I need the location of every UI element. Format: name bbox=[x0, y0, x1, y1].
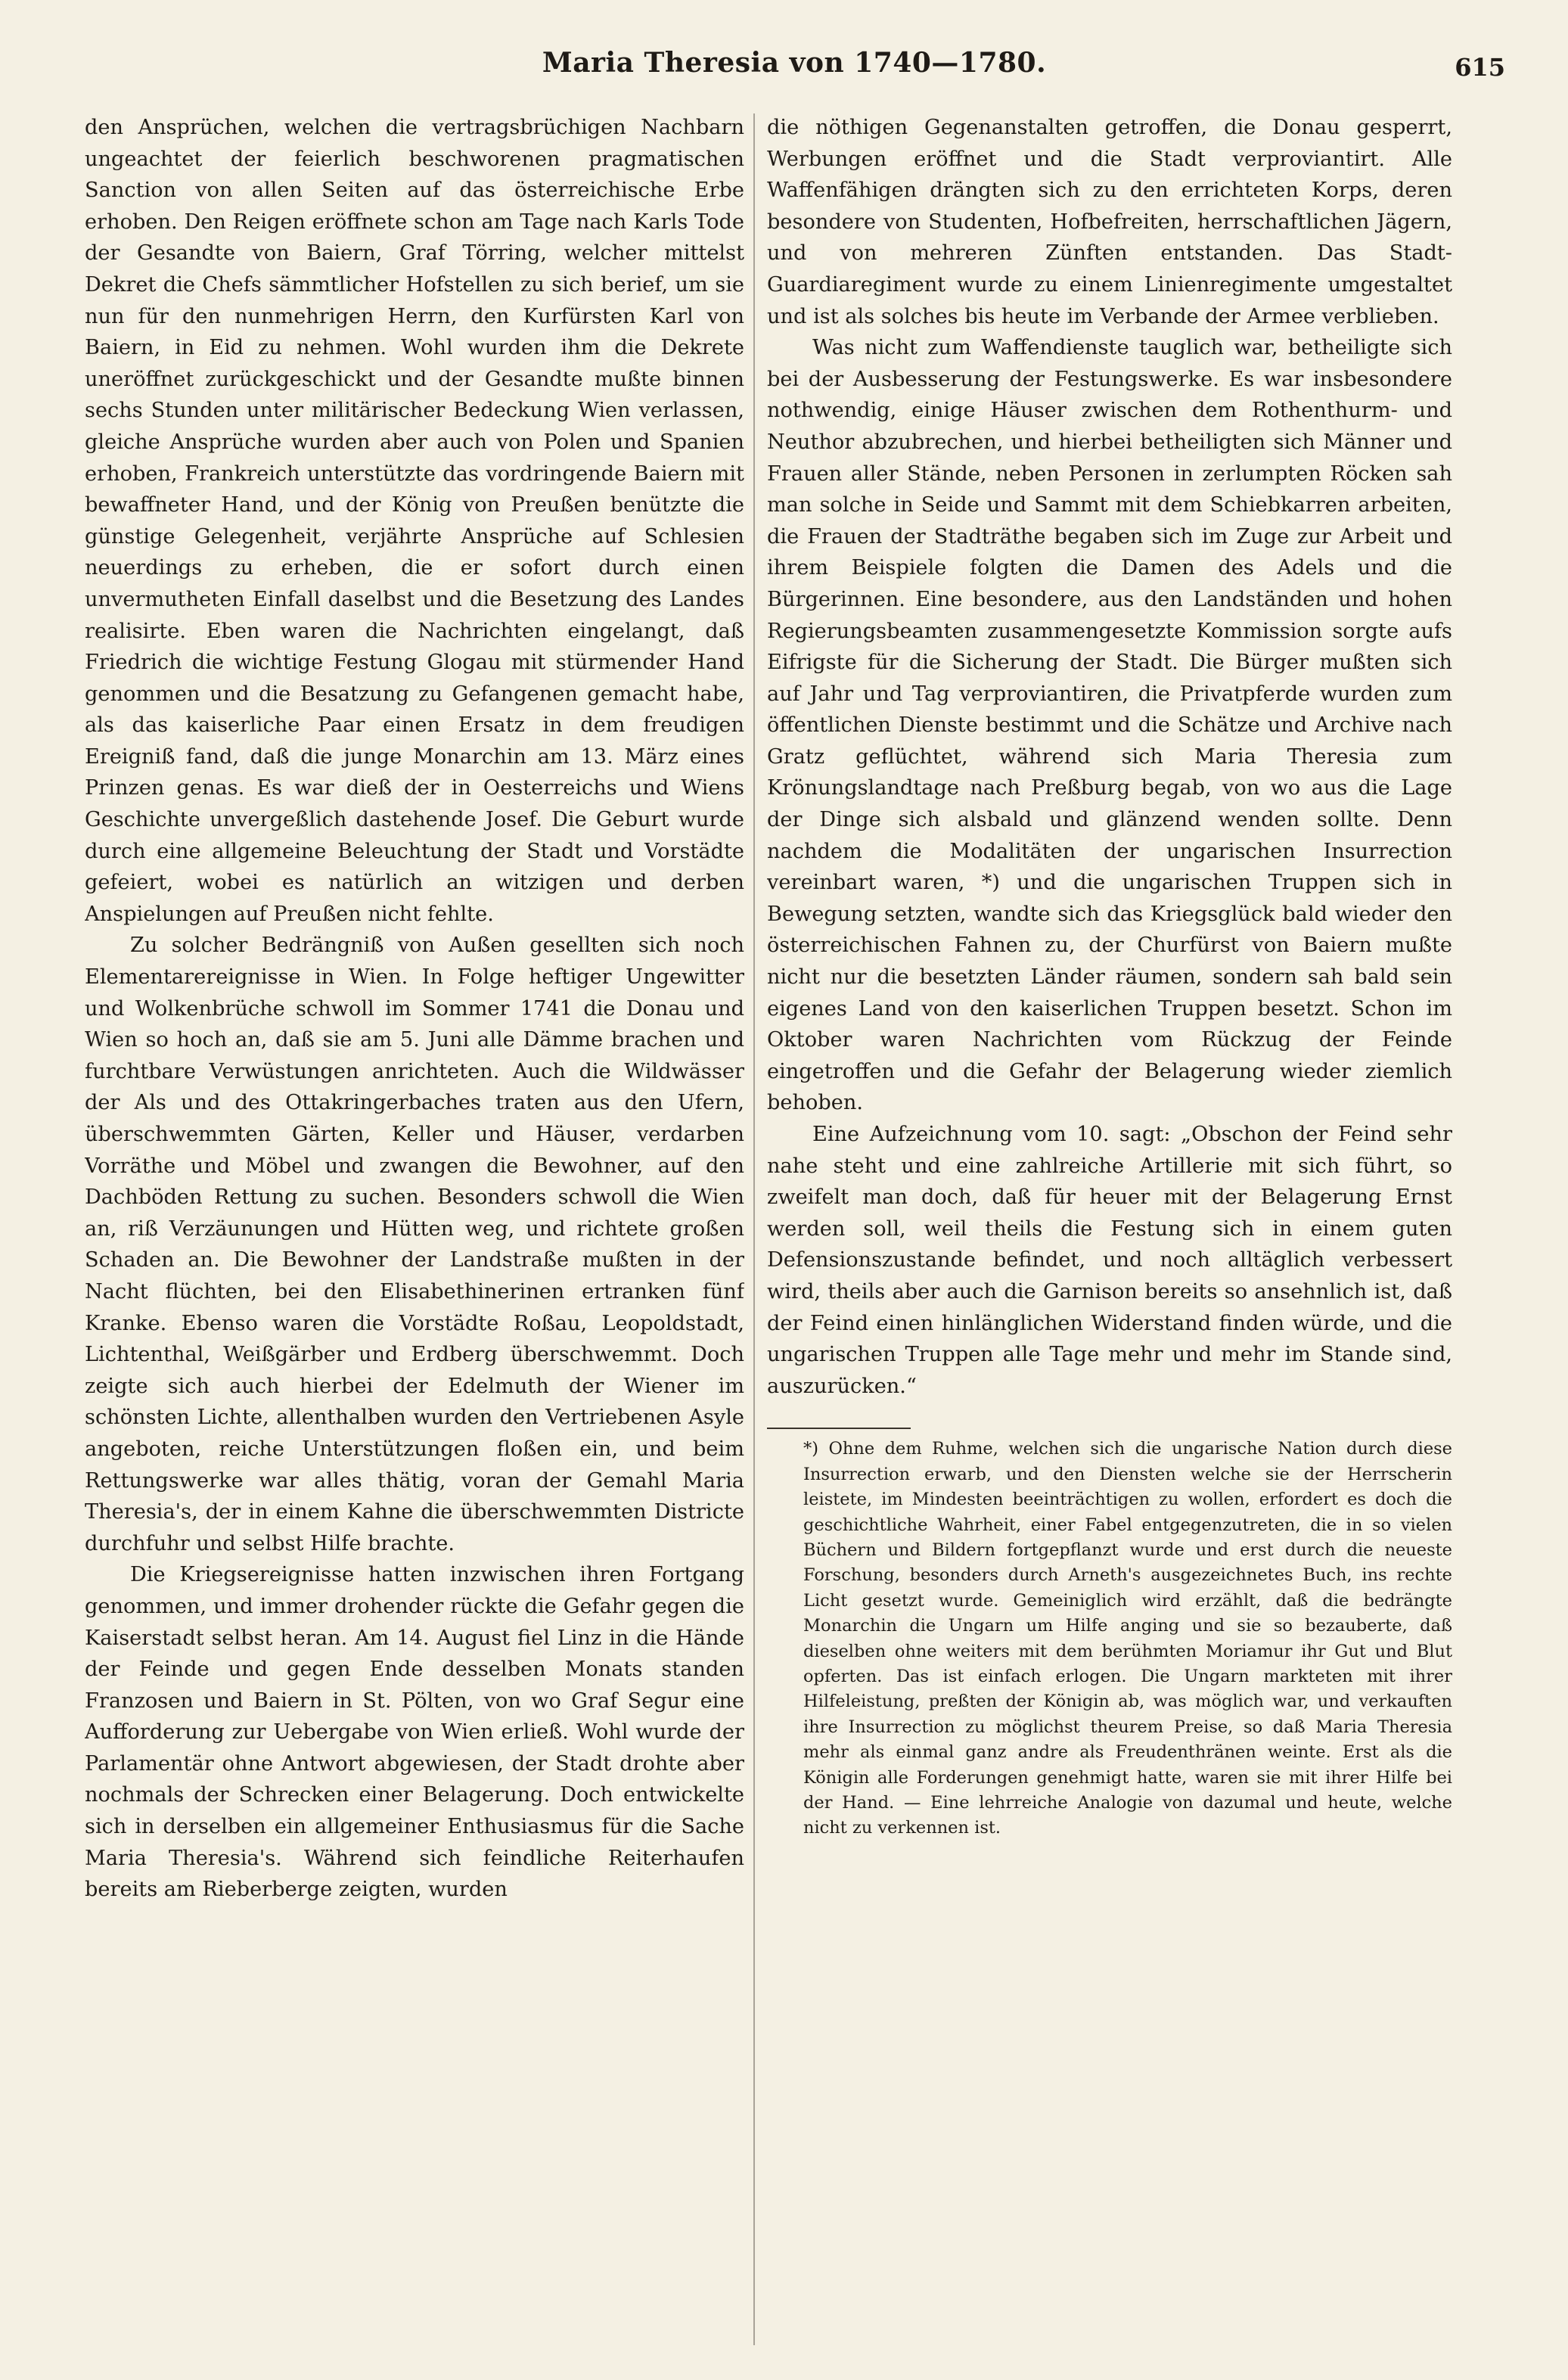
paragraph-3: Die Kriegsereignisse hatten inzwischen ihren Fortgang genommen, und immer drohender rückte die Gefahr gegen die Kaiserstadt selbst heran. Am 14. August fiel Linz in die Hände der Feinde und gegen Ende desselben Monats standen Franzosen und Baiern in St. Pölten, von wo Graf Segur eine Aufforderung zur Uebergabe von Wien erließ. Wohl wurde der Parlamentär ohne Antwort abgewiesen, der Stadt drohte aber nochmals der Schrecken einer Belagerung. Doch entwickelte sich in derselben ein allgemeiner Enthusiasmus für die Sache Maria Theresia's. Während sich feindliche Reiterhaufen bereits am Rieberberge zeigten, wurden bbox=[85, 1563, 744, 1902]
footnote: *) Ohne dem Ruhme, welchen sich die ungarische Nation durch diese Insurrection erwarb, und den Diensten welche sie der Herrscherin leistete, im Mindesten beeinträchtigen zu wollen, erfordert es doch die geschichtliche Wahrheit, einer Fabel entgegenzutreten, die in so vielen Büchern und Bildern fortgepflanzt wurde und erst durch die neueste Forschung, besonders durch Arneth's ausgezeichnetes Buch, ins rechte Licht gesetzt wurde. Gemeiniglich wird erzählt, daß die bedrängte Monarchin die Ungarn um Hilfe anging und sie so bezauberte, daß dieselben ohne weiters mit dem berühmten Moriamur ihr Gut und Blut opferten. Das ist einfach erlogen. Die Ungarn markteten mit ihrer Hilfeleistung, preßten der Königin ab, was möglich war, und verkauften ihre Insurrection zu möglichst theurem Preise, so daß Maria Theresia mehr als einmal ganz andre als Freudenthränen weinte. Erst als die Königin alle Forderungen genehmigt hatte, waren sie mit ihrer Hilfe bei der Hand. — Eine lehrreiche Analogie von dazumal und heute, welche nicht zu verkennen ist. bbox=[803, 1439, 1452, 1838]
left-column bbox=[85, 112, 744, 2351]
column-divider bbox=[753, 113, 755, 2345]
footnote-rule bbox=[767, 1428, 911, 1429]
paragraph-4: die nöthigen Gegenanstalten getroffen, die Donau gesperrt, Werbungen eröffnet und die Stadt verproviantirt. Alle Waffenfähigen drängten sich zu den errichteten Korps, deren besondere von Studenten, Hofbefreiten, herrschaftlichen Jägern, und von mehreren Zünften entstanden. Das Stadt-Guardiaregiment wurde zu einem Linienregimente umgestaltet und ist als solches bis heute im Verbande der Armee verblieben. bbox=[767, 116, 1452, 328]
running-title: Maria Theresia von 1740—1780. bbox=[542, 47, 1047, 79]
paragraph-6: Eine Aufzeichnung vom 10. sagt: „Obschon der Feind sehr nahe steht und eine zahlreiche Artillerie mit sich führt, so zweifelt man doch, daß für heuer mit der Belagerung Ernst werden soll, weil theils die Festung sich in einem guten Defensionszustande befindet, und noch alltäglich verbessert wird, theils aber auch die Garnison bereits so ansehnlich ist, daß der Feind einen hinlänglichen Widerstand finden würde, und die ungarischen Truppen alle Tage mehr und mehr im Stande sind, auszurücken.“ bbox=[767, 1123, 1452, 1398]
paragraph-5: Was nicht zum Waffendienste tauglich war, betheiligte sich bei der Ausbesserung der Festungswerke. Es war insbesondere nothwendig, einige Häuser zwischen dem Rothenthurm- und Neuthor abzubrechen, und hierbei betheiligten sich Männer und Frauen aller Stände, neben Personen in zerlumpten Röcken sah man solche in Seide und Sammt mit dem Schiebkarren arbeiten, die Frauen der Stadträthe begaben sich im Zuge zur Arbeit und ihrem Beispiele folgten die Damen des Adels und die Bürgerinnen. Eine besondere, aus den Landständen und hohen Regierungsbeamten zusammengesetzte Kommission sorgte aufs Eifrigste für die Sicherung der Stadt. Die Bürger mußten sich auf Jahr und Tag verproviantiren, die Privatpferde wurden zum öffentlichen Dienste bestimmt und die Schätze und Archive nach Gratz geflüchtet, während sich Maria Theresia zum Krönungslandtage nach Preßburg begab, von wo aus die Lage der Dinge sich alsbald und glänzend wenden sollte. Denn nachdem die Modalitäten der ungarischen Insurrection vereinbart waren, *) und die ungarischen Truppen sich in Bewegung setzten, wandte sich das Kriegsglück bald wieder den österreichischen Fahnen zu, der Churfürst von Baiern mußte nicht nur die besetzten Länder räumen, sondern sah bald sein eigenes Land von den kaiserlichen Truppen besetzt. Schon im Oktober waren Nachrichten vom Rückzug der Feinde eingetroffen und die Gefahr der Belagerung wieder ziemlich behoben. bbox=[767, 336, 1452, 1115]
page-header bbox=[83, 47, 1505, 92]
paragraph-2: Zu solcher Bedrängniß von Außen gesellten sich noch Elementarereignisse in Wien. In Folge heftiger Ungewitter und Wolkenbrüche schwoll im Sommer 1741 die Donau und Wien so hoch an, daß sie am 5. Juni alle Dämme brachen und furchtbare Verwüstungen anrichteten. Auch die Wildwässer der Als und des Ottakringerbaches traten aus den Ufern, überschwemmten Gärten, Keller und Häuser, verdarben Vorräthe und Möbel und zwangen die Bewohner, auf den Dachböden Rettung zu suchen. Besonders schwoll die Wien an, riß Verzäunungen und Hütten weg, und richtete großen Schaden an. Die Bewohner der Landstraße mußten in der Nacht flüchten, bei den Elisabethinerinen ertranken fünf Kranke. Ebenso waren die Vorstädte Roßau, Leopoldstadt, Lichtenthal, Weißgärber und Erdberg überschwemmt. Doch zeigte sich auch hierbei der Edelmuth der Wiener im schönsten Lichte, allenthalben wurden den Vertriebenen Asyle angeboten, reiche Unterstützungen floßen ein, und beim Rettungswerke war alles thätig, voran der Gemahl Maria Theresia's, der in einem Kahne die überschwemmten Districte durchfuhr und selbst Hilfe brachte. bbox=[85, 934, 744, 1555]
right-column bbox=[767, 112, 1452, 2351]
paragraph-1: den Ansprüchen, welchen die vertragsbrüchigen Nachbarn ungeachtet der feierlich beschworenen pragmatischen Sanction von allen Seiten auf das österreichische Erbe erhoben. Den Reigen eröffnete schon am Tage nach Karls Tode der Gesandte von Baiern, Graf Törring, welcher mittelst Dekret die Chefs sämmtlicher Hofstellen zu sich berief, um sie nun für den nunmehrigen Herrn, den Kurfürsten Karl von Baiern, in Eid zu nehmen. Wohl wurden ihm die Dekrete uneröffnet zurückgeschickt und der Gesandte mußte binnen sechs Stunden unter militärischer Bedeckung Wien verlassen, gleiche Ansprüche wurden aber auch von Polen und Spanien erhoben, Frankreich unterstützte das vordringende Baiern mit bewaffneter Hand, und der König von Preußen benützte die günstige Gelegenheit, verjährte Ansprüche auf Schlesien neuerdings zu erheben, die er sofort durch einen unvermutheten Einfall daselbst und die Besetzung des Landes realisirte. Eben waren die Nachrichten eingelangt, daß Friedrich die wichtige Festung Glogau mit stürmender Hand genommen und die Besatzung zu Gefangenen gemacht habe, als das kaiserliche Paar einen Ersatz in dem freudigen Ereigniß fand, daß die junge Monarchin am 13. März eines Prinzen genas. Es war dieß der in Oesterreichs und Wiens Geschichte unvergeßlich dastehende Josef. Die Geburt wurde durch eine allgemeine Beleuchtung der Stadt und Vorstädte gefeiert, wobei es natürlich an witzigen und derben Anspielungen auf Preußen nicht fehlte. bbox=[85, 116, 744, 926]
page-number: 615 bbox=[1455, 53, 1505, 82]
